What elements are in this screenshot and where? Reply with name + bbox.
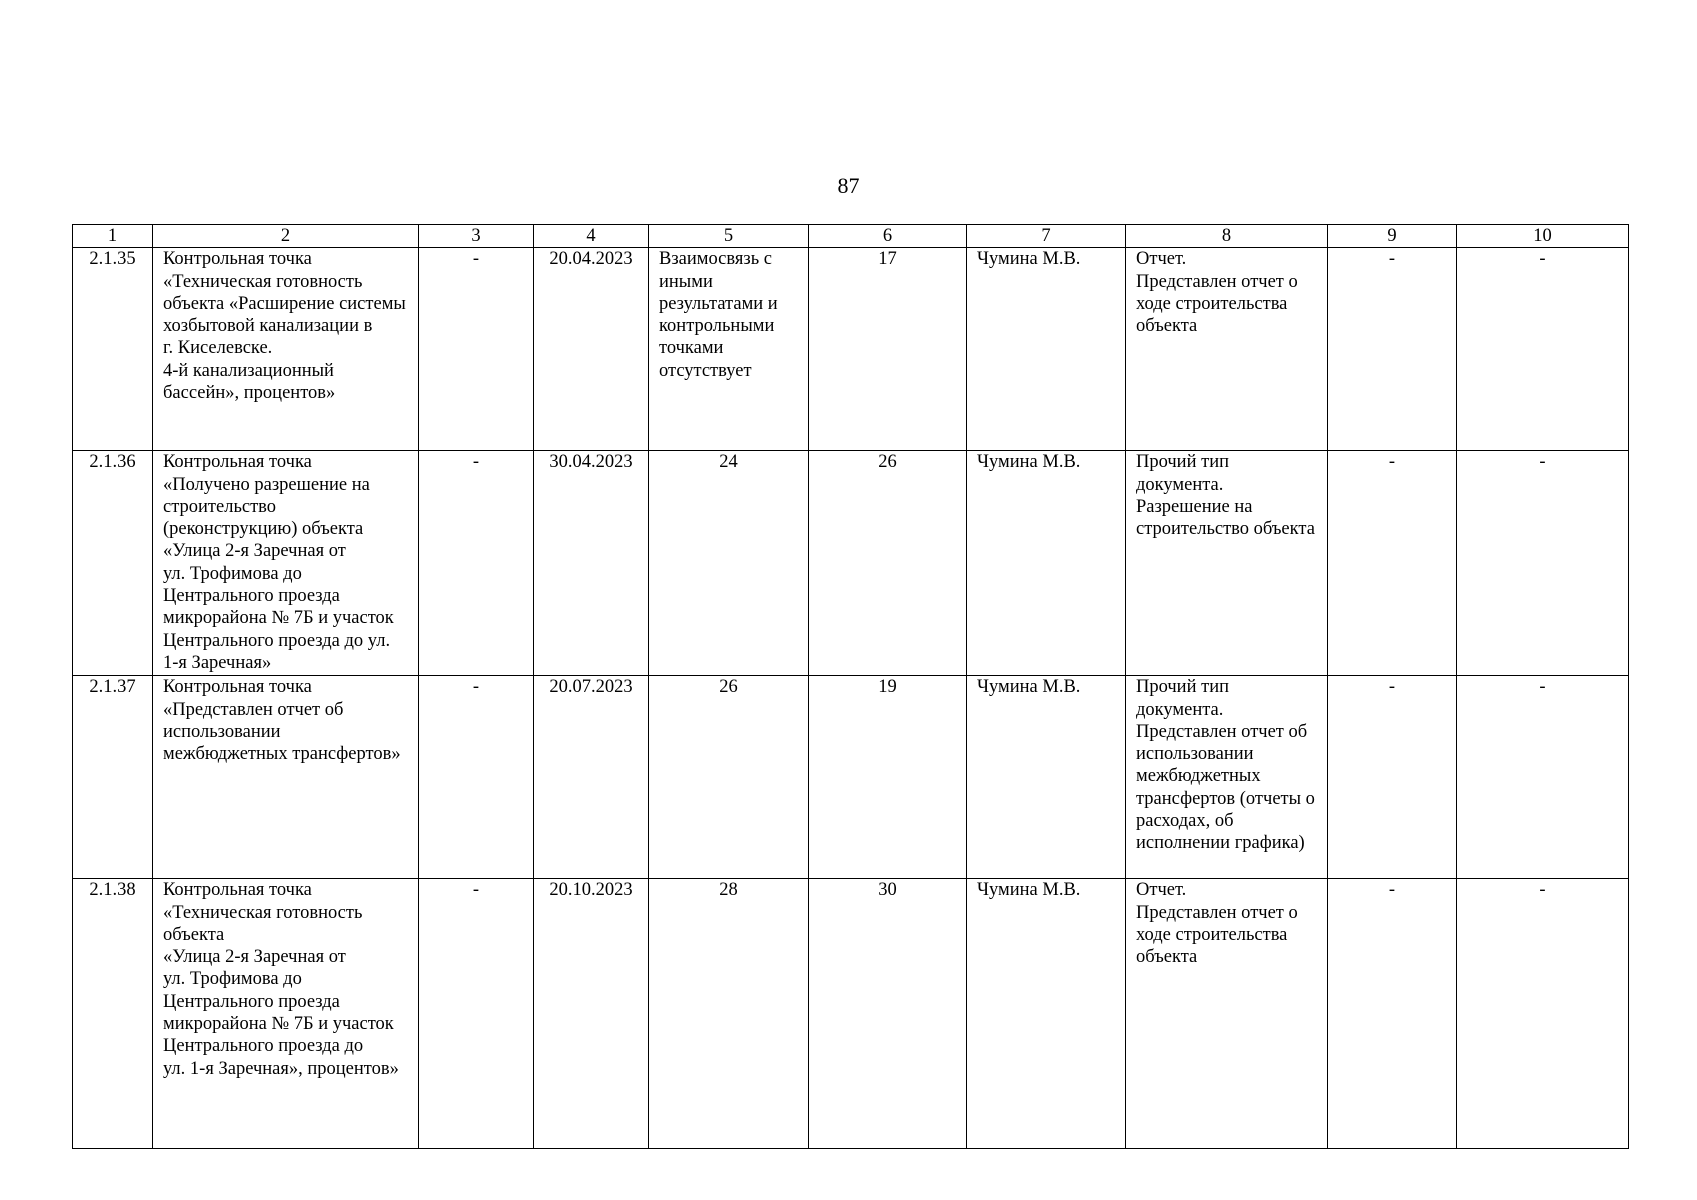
control-point-description: Контрольная точка «Техническая готовность объекта «Расширение системы хозбытовой канализации в г. Киселевске. 4-й канализационный бассейн», процентов» <box>153 248 419 451</box>
column-3-value: - <box>419 451 534 676</box>
column-5-value: 24 <box>649 451 809 676</box>
column-3-value: - <box>419 248 534 451</box>
column-header: 8 <box>1126 225 1328 248</box>
page-number: 87 <box>837 173 860 198</box>
control-point-description: Контрольная точка «Представлен отчет об использовании межбюджетных трансфертов» <box>153 676 419 879</box>
document-type: Отчет. Представлен отчет о ходе строительства объекта <box>1126 248 1328 451</box>
column-header: 9 <box>1328 225 1457 248</box>
column-10-value: - <box>1457 879 1629 1149</box>
column-9-value: - <box>1328 451 1457 676</box>
column-header: 4 <box>534 225 649 248</box>
column-5-value: Взаимосвязь с иными результатами и контрольными точками отсутствует <box>649 248 809 451</box>
responsible-person: Чумина М.В. <box>967 676 1126 879</box>
row-number: 2.1.35 <box>73 248 153 451</box>
column-header: 6 <box>809 225 967 248</box>
column-3-value: - <box>419 879 534 1149</box>
column-5-value: 28 <box>649 879 809 1149</box>
column-header: 1 <box>73 225 153 248</box>
table-row <box>73 676 1629 879</box>
deadline-date: 20.07.2023 <box>534 676 649 879</box>
column-6-value: 17 <box>809 248 967 451</box>
responsible-person: Чумина М.В. <box>967 879 1126 1149</box>
column-header: 10 <box>1457 225 1629 248</box>
header-row <box>73 225 1629 248</box>
control-points-table <box>72 224 1629 1149</box>
column-6-value: 26 <box>809 451 967 676</box>
column-9-value: - <box>1328 676 1457 879</box>
column-6-value: 30 <box>809 879 967 1149</box>
column-9-value: - <box>1328 879 1457 1149</box>
column-10-value: - <box>1457 676 1629 879</box>
column-header: 5 <box>649 225 809 248</box>
row-number: 2.1.37 <box>73 676 153 879</box>
column-10-value: - <box>1457 451 1629 676</box>
responsible-person: Чумина М.В. <box>967 248 1126 451</box>
deadline-date: 20.10.2023 <box>534 879 649 1149</box>
deadline-date: 20.04.2023 <box>534 248 649 451</box>
column-3-value: - <box>419 676 534 879</box>
deadline-date: 30.04.2023 <box>534 451 649 676</box>
column-header: 7 <box>967 225 1126 248</box>
row-number: 2.1.38 <box>73 879 153 1149</box>
table-row <box>73 248 1629 451</box>
column-6-value: 19 <box>809 676 967 879</box>
document-type: Прочий тип документа. Разрешение на строительство объекта <box>1126 451 1328 676</box>
table-row <box>73 879 1629 1149</box>
responsible-person: Чумина М.В. <box>967 451 1126 676</box>
document-type: Прочий тип документа. Представлен отчет об использовании межбюджетных трансфертов (отчеты о расходах, об исполнении графика) <box>1126 676 1328 879</box>
column-header: 2 <box>153 225 419 248</box>
table-row <box>73 451 1629 676</box>
row-number: 2.1.36 <box>73 451 153 676</box>
column-5-value: 26 <box>649 676 809 879</box>
document-type: Отчет. Представлен отчет о ходе строительства объекта <box>1126 879 1328 1149</box>
control-point-description: Контрольная точка «Техническая готовность объекта «Улица 2-я Заречная от ул. Трофимова до Центрального проезда микрорайона № 7Б и участок Центрального проезда до ул. 1-я Заречная», процентов» <box>153 879 419 1149</box>
column-10-value: - <box>1457 248 1629 451</box>
column-9-value: - <box>1328 248 1457 451</box>
control-point-description: Контрольная точка «Получено разрешение на строительство (реконструкцию) объекта «Улица 2-я Заречная от ул. Трофимова до Центрального проезда микрорайона № 7Б и участок Центрального проезда до ул. 1-я Заречная» <box>153 451 419 676</box>
column-header: 3 <box>419 225 534 248</box>
